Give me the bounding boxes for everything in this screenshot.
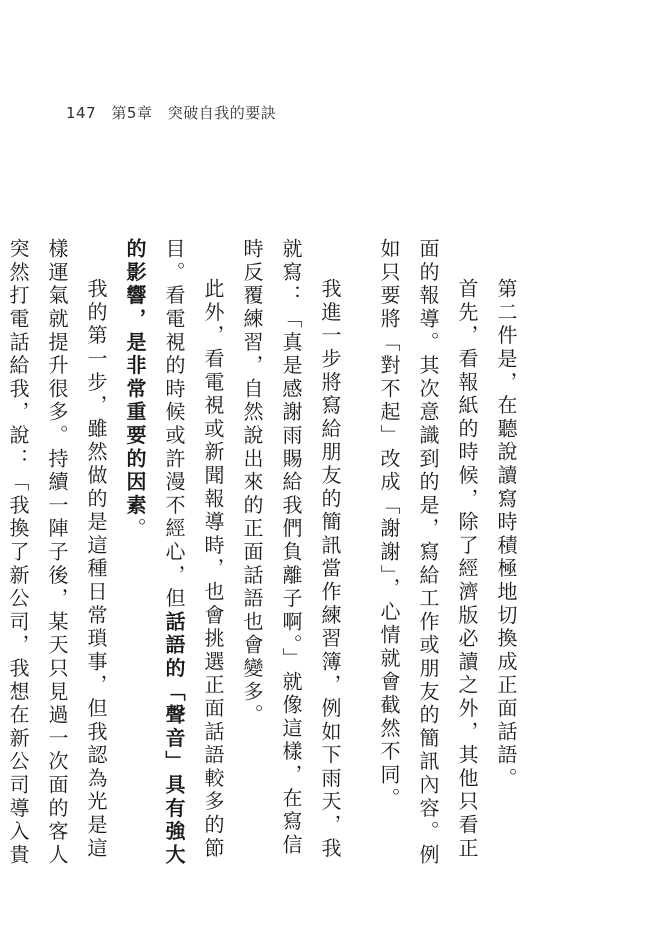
paragraph-4-text: 此外，看電視或新聞報導時，也會挑選正面話語較多的節目。看電視的時候或許漫不經心，但 <box>162 238 225 861</box>
paragraph-5: 我的第一步，雖然做的是這種日常瑣事，但我認為光是這樣運氣就提升很多。持續一陣子後，某天只見過一次面的客人突然打電話給我，說：「我換了新公司，我想在新公司導入貴 <box>6 238 108 868</box>
chapter-number: 第5章 <box>111 104 153 122</box>
emphasis-text: 話語的「聲音」具有強大的影響，是非常重要的因素 <box>123 238 186 868</box>
chapter-title: 突破自我的要訣 <box>167 104 277 122</box>
paragraph-1: 第二件是，在聽說讀寫時積極地切換成正面話語。 <box>494 278 518 791</box>
paragraph-4-end: 。 <box>123 517 147 541</box>
page-number: 147 <box>66 104 97 122</box>
vertical-body-text <box>0 238 545 878</box>
paragraph-2: 首先，看報紙的時候，除了經濟版必讀之外，其他只看正面的報導。其次意識到的是，寫給工作或朋友的簡訊內容。例如只要將「對不起」改成「謝謝」，心情就會截然不同。 <box>377 238 479 868</box>
paragraph-4 <box>115 238 232 878</box>
paragraph-3: 我進一步將寫給朋友的簡訊當作練習簿，例如下雨天，我就寫：「真是感謝雨賜給我們負離子啊。」就像這樣，在寫信時反覆練習，自然說出來的正面話語也會變多。 <box>240 238 342 861</box>
running-head <box>66 102 286 123</box>
